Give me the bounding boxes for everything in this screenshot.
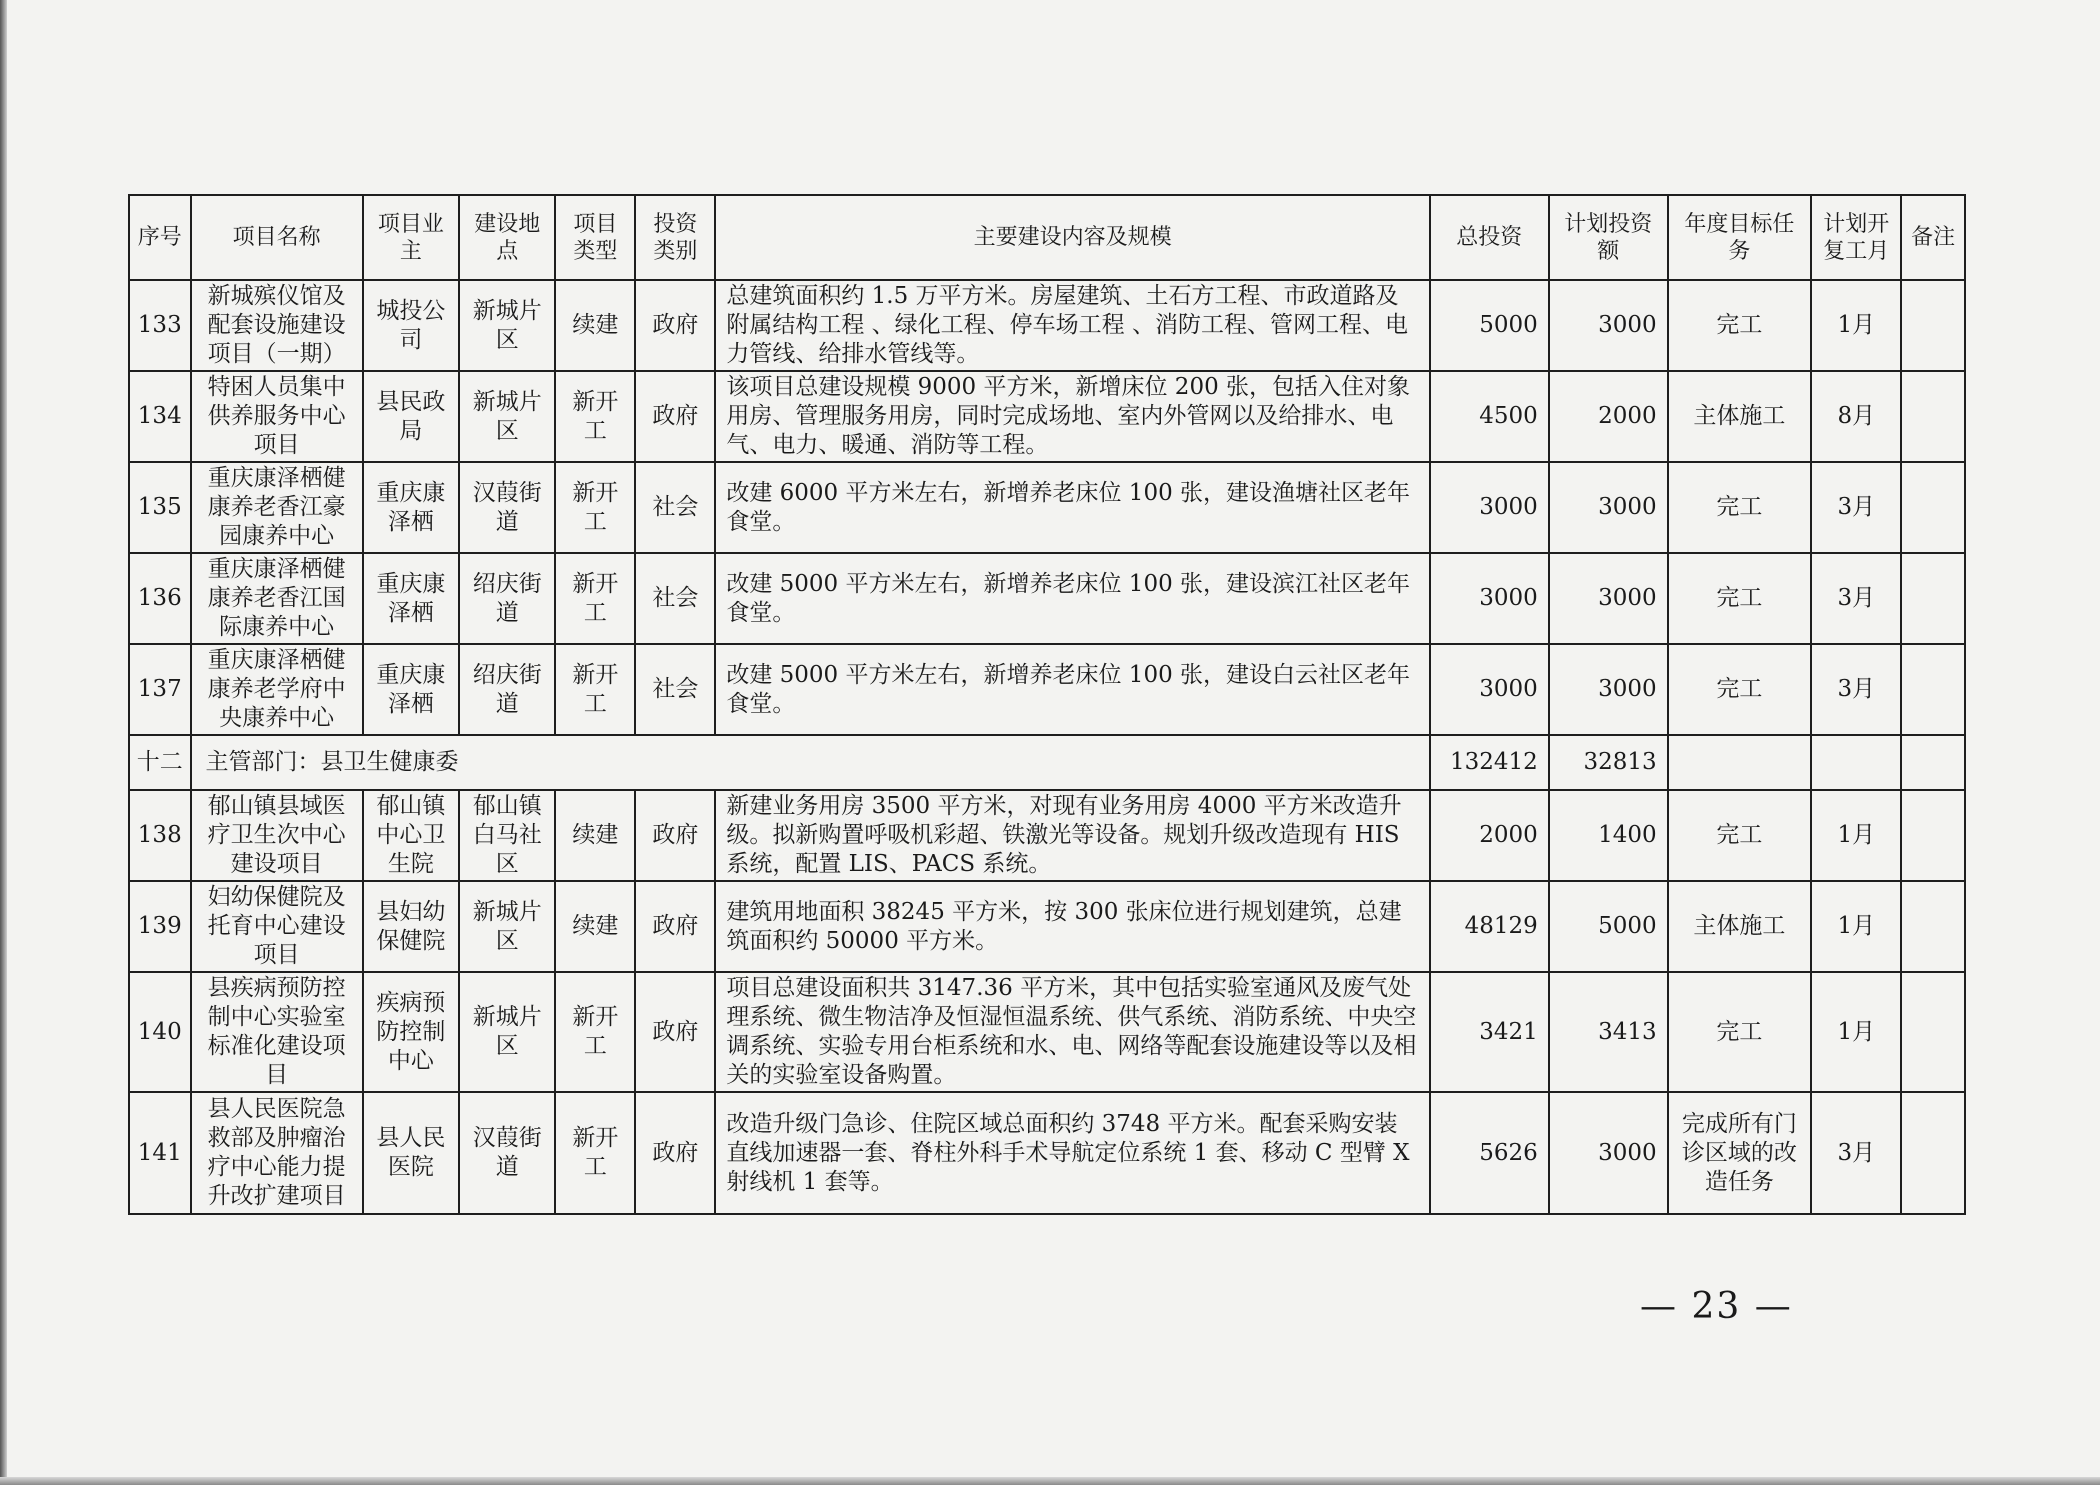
row-content: 该项目总建设规模 9000 平方米，新增床位 200 张，包括入住对象用房、管理服务用房，同时完成场地、室内外管网以及给排水、电气、电力、暖通、消防等工程。 bbox=[715, 371, 1430, 462]
row-owner: 重庆康泽栖 bbox=[363, 644, 459, 735]
row-plan: 3000 bbox=[1549, 280, 1668, 371]
row-start: 3月 bbox=[1811, 462, 1901, 553]
row-invest-type: 政府 bbox=[635, 1092, 715, 1214]
header-invest-type: 投资类别 bbox=[635, 195, 715, 280]
row-seq: 137 bbox=[129, 644, 191, 735]
row-type: 新开工 bbox=[555, 1092, 635, 1214]
row-content: 新建业务用房 3500 平方米，对现有业务用房 4000 平方米改造升级。拟新购置呼吸机彩超、铁激光等设备。规划升级改造现有 HIS 系统，配置 LIS、PACS 系统。 bbox=[715, 790, 1430, 881]
header-content: 主要建设内容及规模 bbox=[715, 195, 1430, 280]
row-invest-type: 社会 bbox=[635, 462, 715, 553]
header-type: 项目类型 bbox=[555, 195, 635, 280]
row-plan: 5000 bbox=[1549, 881, 1668, 972]
row-type: 新开工 bbox=[555, 371, 635, 462]
row-location: 新城片区 bbox=[459, 881, 555, 972]
scan-bottom-edge bbox=[0, 1477, 2100, 1485]
row-seq: 141 bbox=[129, 1092, 191, 1214]
row-location: 汉葭街道 bbox=[459, 1092, 555, 1214]
header-location: 建设地点 bbox=[459, 195, 555, 280]
table-row bbox=[129, 790, 1965, 881]
row-start: 1月 bbox=[1811, 790, 1901, 881]
row-content: 改建 5000 平方米左右，新增养老床位 100 张，建设滨江社区老年食堂。 bbox=[715, 553, 1430, 644]
row-invest-type: 政府 bbox=[635, 972, 715, 1092]
row-note bbox=[1901, 972, 1965, 1092]
row-note bbox=[1901, 644, 1965, 735]
row-name: 郁山镇县域医疗卫生次中心建设项目 bbox=[191, 790, 363, 881]
table-row bbox=[129, 462, 1965, 553]
row-location: 汉葭街道 bbox=[459, 462, 555, 553]
row-target: 完工 bbox=[1668, 644, 1812, 735]
row-location: 新城片区 bbox=[459, 972, 555, 1092]
row-seq: 138 bbox=[129, 790, 191, 881]
row-note bbox=[1901, 371, 1965, 462]
row-owner: 城投公司 bbox=[363, 280, 459, 371]
row-target: 完工 bbox=[1668, 553, 1812, 644]
row-type: 新开工 bbox=[555, 553, 635, 644]
row-invest-type: 政府 bbox=[635, 371, 715, 462]
row-total: 3000 bbox=[1430, 644, 1549, 735]
table-row bbox=[129, 553, 1965, 644]
row-total: 2000 bbox=[1430, 790, 1549, 881]
row-content: 项目总建设面积共 3147.36 平方米，其中包括实验室通风及废气处理系统、微生物洁净及恒湿恒温系统、供气系统、消防系统、中央空调系统、实验专用台柜系统和水、电、网络等配套设施建设等以及相关的实验室设备购置。 bbox=[715, 972, 1430, 1092]
row-location: 新城片区 bbox=[459, 371, 555, 462]
row-invest-type: 社会 bbox=[635, 644, 715, 735]
row-name: 重庆康泽栖健康养老学府中央康养中心 bbox=[191, 644, 363, 735]
section-empty-target bbox=[1668, 735, 1812, 790]
row-total: 4500 bbox=[1430, 371, 1549, 462]
row-total: 3421 bbox=[1430, 972, 1549, 1092]
row-start: 1月 bbox=[1811, 972, 1901, 1092]
row-plan: 1400 bbox=[1549, 790, 1668, 881]
header-note: 备注 bbox=[1901, 195, 1965, 280]
row-start: 3月 bbox=[1811, 644, 1901, 735]
row-target: 主体施工 bbox=[1668, 371, 1812, 462]
row-location: 新城片区 bbox=[459, 280, 555, 371]
row-owner: 重庆康泽栖 bbox=[363, 553, 459, 644]
row-total: 5000 bbox=[1430, 280, 1549, 371]
row-seq: 140 bbox=[129, 972, 191, 1092]
row-type: 续建 bbox=[555, 280, 635, 371]
row-target: 完成所有门诊区域的改造任务 bbox=[1668, 1092, 1812, 1214]
row-owner: 县民政局 bbox=[363, 371, 459, 462]
project-table bbox=[128, 194, 1966, 1215]
row-type: 新开工 bbox=[555, 462, 635, 553]
row-seq: 135 bbox=[129, 462, 191, 553]
row-plan: 3000 bbox=[1549, 462, 1668, 553]
table-row bbox=[129, 371, 1965, 462]
row-target: 完工 bbox=[1668, 972, 1812, 1092]
row-location: 绍庆街道 bbox=[459, 553, 555, 644]
row-note bbox=[1901, 1092, 1965, 1214]
header-target: 年度目标任务 bbox=[1668, 195, 1812, 280]
row-target: 完工 bbox=[1668, 790, 1812, 881]
row-target: 完工 bbox=[1668, 280, 1812, 371]
row-invest-type: 社会 bbox=[635, 553, 715, 644]
table-header-row bbox=[129, 195, 1965, 280]
row-plan: 3000 bbox=[1549, 644, 1668, 735]
row-total: 3000 bbox=[1430, 553, 1549, 644]
row-note bbox=[1901, 553, 1965, 644]
row-owner: 重庆康泽栖 bbox=[363, 462, 459, 553]
row-name: 特困人员集中供养服务中心项目 bbox=[191, 371, 363, 462]
section-empty-start bbox=[1811, 735, 1901, 790]
row-name: 县人民医院急救部及肿瘤治疗中心能力提升改扩建项目 bbox=[191, 1092, 363, 1214]
table-row bbox=[129, 1092, 1965, 1214]
row-type: 新开工 bbox=[555, 644, 635, 735]
section-empty-note bbox=[1901, 735, 1965, 790]
row-note bbox=[1901, 280, 1965, 371]
row-content: 建筑用地面积 38245 平方米，按 300 张床位进行规划建筑，总建筑面积约 50000 平方米。 bbox=[715, 881, 1430, 972]
row-start: 1月 bbox=[1811, 280, 1901, 371]
row-seq: 136 bbox=[129, 553, 191, 644]
section-seq: 十二 bbox=[129, 735, 191, 790]
table-row bbox=[129, 972, 1965, 1092]
header-total: 总投资 bbox=[1430, 195, 1549, 280]
row-invest-type: 政府 bbox=[635, 881, 715, 972]
table-row bbox=[129, 280, 1965, 371]
row-plan: 3000 bbox=[1549, 553, 1668, 644]
row-start: 3月 bbox=[1811, 553, 1901, 644]
table-row bbox=[129, 881, 1965, 972]
row-owner: 县妇幼保健院 bbox=[363, 881, 459, 972]
table-row bbox=[129, 644, 1965, 735]
row-content: 改建 6000 平方米左右，新增养老床位 100 张，建设渔塘社区老年食堂。 bbox=[715, 462, 1430, 553]
row-type: 续建 bbox=[555, 790, 635, 881]
section-label: 主管部门：县卫生健康委 bbox=[191, 735, 1430, 790]
row-owner: 疾病预防控制中心 bbox=[363, 972, 459, 1092]
row-name: 妇幼保健院及托育中心建设项目 bbox=[191, 881, 363, 972]
row-name: 县疾病预防控制中心实验室标准化建设项目 bbox=[191, 972, 363, 1092]
row-total: 3000 bbox=[1430, 462, 1549, 553]
row-start: 1月 bbox=[1811, 881, 1901, 972]
header-name: 项目名称 bbox=[191, 195, 363, 280]
row-name: 重庆康泽栖健康养老香江豪园康养中心 bbox=[191, 462, 363, 553]
row-target: 完工 bbox=[1668, 462, 1812, 553]
row-content: 改造升级门急诊、住院区域总面积约 3748 平方米。配套采购安装直线加速器一套、脊柱外科手术导航定位系统 1 套、移动 C 型臂 X 射线机 1 套等。 bbox=[715, 1092, 1430, 1214]
row-location: 绍庆街道 bbox=[459, 644, 555, 735]
row-location: 郁山镇白马社区 bbox=[459, 790, 555, 881]
header-plan: 计划投资额 bbox=[1549, 195, 1668, 280]
row-type: 续建 bbox=[555, 881, 635, 972]
row-plan: 3413 bbox=[1549, 972, 1668, 1092]
row-note bbox=[1901, 790, 1965, 881]
row-total: 48129 bbox=[1430, 881, 1549, 972]
header-start: 计划开复工月 bbox=[1811, 195, 1901, 280]
section-plan: 32813 bbox=[1549, 735, 1668, 790]
row-plan: 3000 bbox=[1549, 1092, 1668, 1214]
row-total: 5626 bbox=[1430, 1092, 1549, 1214]
row-name: 重庆康泽栖健康养老香江国际康养中心 bbox=[191, 553, 363, 644]
header-seq: 序号 bbox=[129, 195, 191, 280]
row-owner: 郁山镇中心卫生院 bbox=[363, 790, 459, 881]
row-seq: 139 bbox=[129, 881, 191, 972]
row-content: 总建筑面积约 1.5 万平方米。房屋建筑、土石方工程、市政道路及附属结构工程 、绿化工程、停车场工程 、消防工程、管网工程、电力管线、给排水管线等。 bbox=[715, 280, 1430, 371]
row-start: 3月 bbox=[1811, 1092, 1901, 1214]
row-note bbox=[1901, 462, 1965, 553]
section-total: 132412 bbox=[1430, 735, 1549, 790]
row-invest-type: 政府 bbox=[635, 790, 715, 881]
row-start: 8月 bbox=[1811, 371, 1901, 462]
scan-left-edge bbox=[0, 0, 7, 1485]
row-seq: 134 bbox=[129, 371, 191, 462]
row-name: 新城殡仪馆及配套设施建设项目（一期） bbox=[191, 280, 363, 371]
section-row bbox=[129, 735, 1965, 790]
row-invest-type: 政府 bbox=[635, 280, 715, 371]
row-note bbox=[1901, 881, 1965, 972]
row-owner: 县人民医院 bbox=[363, 1092, 459, 1214]
row-type: 新开工 bbox=[555, 972, 635, 1092]
row-target: 主体施工 bbox=[1668, 881, 1812, 972]
row-seq: 133 bbox=[129, 280, 191, 371]
row-plan: 2000 bbox=[1549, 371, 1668, 462]
row-content: 改建 5000 平方米左右，新增养老床位 100 张，建设白云社区老年食堂。 bbox=[715, 644, 1430, 735]
header-owner: 项目业主 bbox=[363, 195, 459, 280]
page-number: — 23 — bbox=[1640, 1286, 1793, 1327]
